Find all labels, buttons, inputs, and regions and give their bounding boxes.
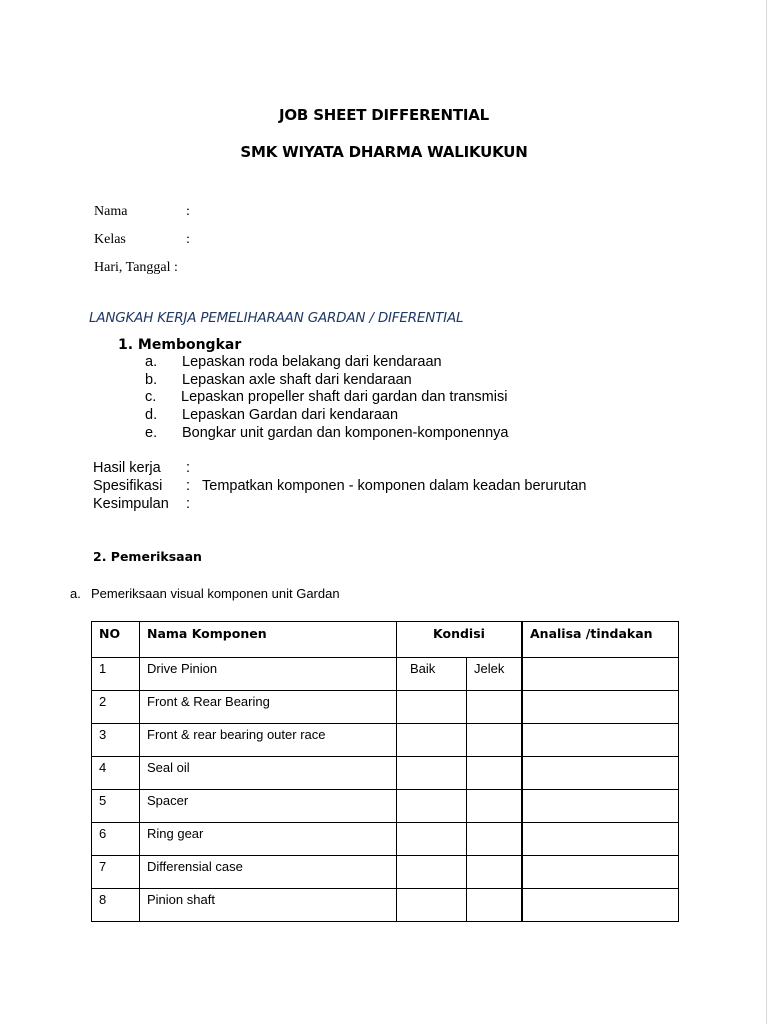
step1-item-text: Lepaskan propeller shaft dari gardan dan transmisi	[181, 389, 508, 405]
cell-analisa[interactable]	[522, 823, 679, 856]
table-row	[92, 724, 679, 757]
cell-baik[interactable]	[397, 790, 467, 823]
field-hasil-kerja-label: Hasil kerja	[93, 460, 161, 476]
table-header-row	[92, 622, 679, 658]
cell-no: 8	[92, 889, 140, 922]
cell-nama: Differensial case	[140, 856, 397, 889]
cell-analisa[interactable]	[522, 691, 679, 724]
step1-item-letter: a.	[145, 354, 158, 370]
cell-nama: Drive Pinion	[140, 658, 397, 691]
step1-item-text: Lepaskan roda belakang dari kendaraan	[182, 354, 442, 370]
visual-inspection-letter: a.	[70, 586, 81, 601]
field-kelas	[94, 232, 190, 248]
field-kelas-label: Kelas	[94, 232, 126, 247]
cell-no: 4	[92, 757, 140, 790]
subheader-jelek: Jelek	[467, 658, 523, 691]
cell-baik[interactable]	[397, 724, 467, 757]
field-hasil-kerja-colon: :	[186, 460, 191, 476]
table-row	[92, 790, 679, 823]
cell-jelek[interactable]	[467, 790, 523, 823]
school-name: SMK WIYATA DHARMA WALIKUKUN	[240, 143, 528, 161]
cell-no: 3	[92, 724, 140, 757]
field-kesimpulan	[93, 496, 191, 512]
cell-jelek[interactable]	[467, 889, 523, 922]
cell-baik[interactable]	[397, 757, 467, 790]
step1-item-letter: c.	[145, 389, 157, 405]
step1-item	[145, 425, 509, 441]
cell-no: 2	[92, 691, 140, 724]
field-kesimpulan-colon: :	[186, 496, 191, 512]
field-kelas-colon: :	[186, 232, 190, 247]
table-row	[92, 889, 679, 922]
header-nama-komponen: Nama Komponen	[140, 622, 397, 658]
table-row	[92, 658, 679, 691]
visual-inspection-line	[70, 586, 340, 601]
header-analisa: Analisa /tindakan	[522, 622, 679, 658]
step2-title: 2. Pemeriksaan	[93, 549, 202, 564]
field-hari-tanggal-label: Hari, Tanggal	[94, 260, 171, 275]
step1-item-letter: b.	[145, 372, 158, 388]
cell-jelek[interactable]	[467, 691, 523, 724]
cell-nama: Front & Rear Bearing	[140, 691, 397, 724]
field-hari-tanggal-colon: :	[174, 260, 178, 275]
step1-item	[145, 372, 412, 388]
document-title: JOB SHEET DIFFERENTIAL	[279, 106, 489, 124]
field-nama-colon: :	[186, 204, 190, 219]
step1-item-letter: d.	[145, 407, 158, 423]
step1-item	[145, 389, 508, 405]
cell-nama: Front & rear bearing outer race	[140, 724, 397, 757]
visual-inspection-text: Pemeriksaan visual komponen unit Gardan	[91, 586, 340, 601]
field-spesifikasi	[93, 478, 587, 494]
field-nama-label: Nama	[94, 204, 128, 219]
field-spesifikasi-label: Spesifikasi	[93, 478, 163, 494]
field-kesimpulan-label: Kesimpulan	[93, 496, 169, 512]
cell-no: 5	[92, 790, 140, 823]
field-spesifikasi-value: Tempatkan komponen - komponen dalam keadan berurutan	[202, 478, 587, 494]
cell-jelek[interactable]	[467, 757, 523, 790]
cell-baik[interactable]	[397, 889, 467, 922]
cell-analisa[interactable]	[522, 790, 679, 823]
cell-analisa[interactable]	[522, 889, 679, 922]
cell-analisa[interactable]	[522, 658, 679, 691]
inspection-table	[91, 621, 679, 922]
table-row	[92, 856, 679, 889]
step1-title: 1. Membongkar	[118, 337, 242, 353]
cell-nama: Seal oil	[140, 757, 397, 790]
cell-nama: Spacer	[140, 790, 397, 823]
step1-item	[145, 407, 399, 423]
step1-item-letter: e.	[145, 425, 158, 441]
cell-no: 7	[92, 856, 140, 889]
cell-jelek[interactable]	[467, 823, 523, 856]
cell-nama: Ring gear	[140, 823, 397, 856]
field-hasil-kerja	[93, 460, 191, 476]
cell-nama: Pinion shaft	[140, 889, 397, 922]
table-row	[92, 691, 679, 724]
cell-no: 6	[92, 823, 140, 856]
cell-baik[interactable]	[397, 691, 467, 724]
table-row	[92, 757, 679, 790]
section-heading: LANGKAH KERJA PEMELIHARAAN GARDAN / DIFERENTIAL	[89, 310, 464, 326]
field-nama	[94, 204, 190, 220]
step1-item-text: Lepaskan Gardan dari kendaraan	[182, 407, 399, 423]
cell-jelek[interactable]	[467, 856, 523, 889]
subheader-baik: Baik	[397, 658, 467, 691]
step1-item	[145, 354, 442, 370]
table-row	[92, 823, 679, 856]
cell-no: 1	[92, 658, 140, 691]
cell-analisa[interactable]	[522, 757, 679, 790]
cell-analisa[interactable]	[522, 724, 679, 757]
step1-item-text: Bongkar unit gardan dan komponen-komponennya	[182, 425, 509, 441]
cell-baik[interactable]	[397, 823, 467, 856]
field-spesifikasi-colon: :	[186, 478, 191, 494]
step1-item-text: Lepaskan axle shaft dari kendaraan	[182, 372, 412, 388]
cell-analisa[interactable]	[522, 856, 679, 889]
field-hari-tanggal	[94, 260, 178, 276]
header-kondisi: Kondisi	[397, 622, 523, 658]
header-no: NO	[92, 622, 140, 658]
cell-jelek[interactable]	[467, 724, 523, 757]
cell-baik[interactable]	[397, 856, 467, 889]
